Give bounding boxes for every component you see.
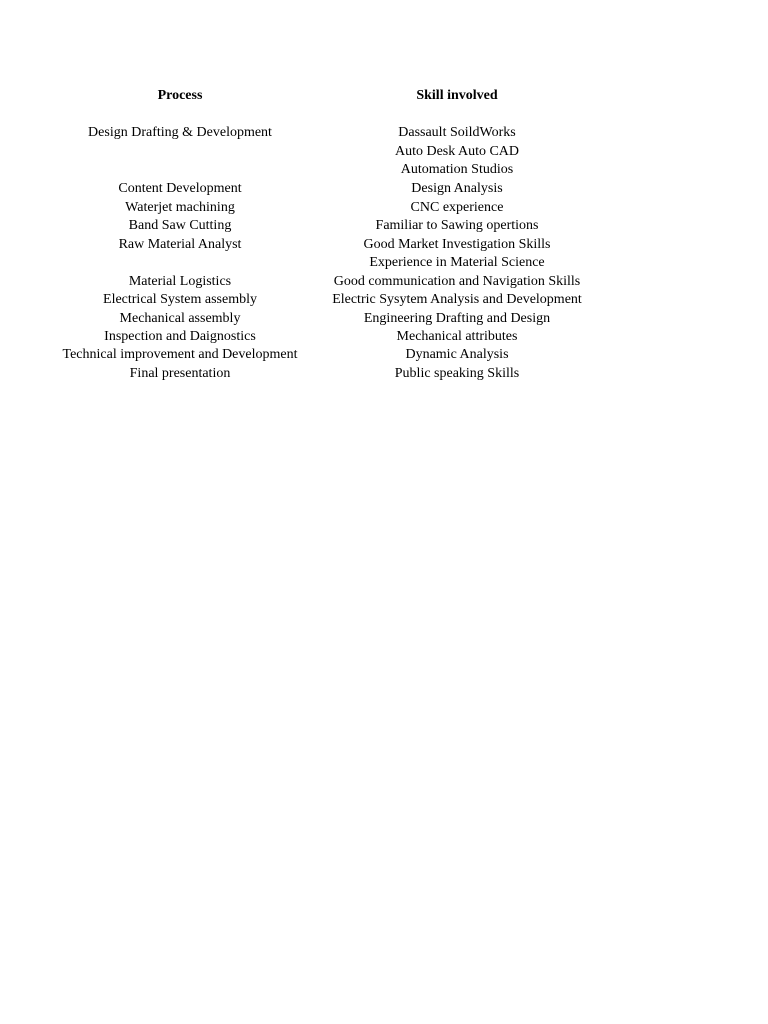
process-item: Raw Material Analyst bbox=[118, 237, 242, 252]
skill-item: Familiar to Sawing opertions bbox=[375, 218, 539, 233]
process-item bbox=[30, 143, 330, 161]
process-item: Technical improvement and Development bbox=[62, 347, 298, 362]
process-item: Material Logistics bbox=[128, 274, 232, 289]
process-item: Electrical System assembly bbox=[103, 292, 257, 307]
skill-item: Dassault SoildWorks bbox=[398, 125, 516, 140]
skill-item: Automation Studios bbox=[400, 162, 514, 177]
process-item: Mechanical assembly bbox=[119, 311, 241, 326]
skill-item: Dynamic Analysis bbox=[405, 347, 509, 362]
skill-item: Design Analysis bbox=[411, 181, 503, 196]
process-item: Design Drafting & Development bbox=[88, 125, 272, 140]
skill-item: Electric Sysytem Analysis and Development bbox=[332, 292, 582, 307]
process-item: Waterjet machining bbox=[125, 200, 235, 215]
process-item bbox=[30, 254, 330, 272]
process-item: Inspection and Daignostics bbox=[104, 329, 256, 344]
skill-item: Good Market Investigation Skills bbox=[363, 237, 551, 252]
process-item: Final presentation bbox=[129, 366, 231, 381]
skill-item: Engineering Drafting and Design bbox=[363, 311, 551, 326]
skill-item: Auto Desk Auto CAD bbox=[394, 144, 520, 159]
process-header: Process bbox=[157, 88, 203, 103]
process-item: Band Saw Cutting bbox=[128, 218, 232, 233]
process-item: Content Development bbox=[118, 181, 242, 196]
skill-item: Public speaking Skills bbox=[394, 366, 520, 381]
process-item bbox=[30, 161, 330, 179]
skill-item: Good communication and Navigation Skills bbox=[333, 274, 581, 289]
skill-item: CNC experience bbox=[410, 200, 504, 215]
skill-header: Skill involved bbox=[416, 88, 498, 103]
skill-item: Mechanical attributes bbox=[396, 329, 518, 344]
skill-item: Experience in Material Science bbox=[369, 255, 545, 270]
